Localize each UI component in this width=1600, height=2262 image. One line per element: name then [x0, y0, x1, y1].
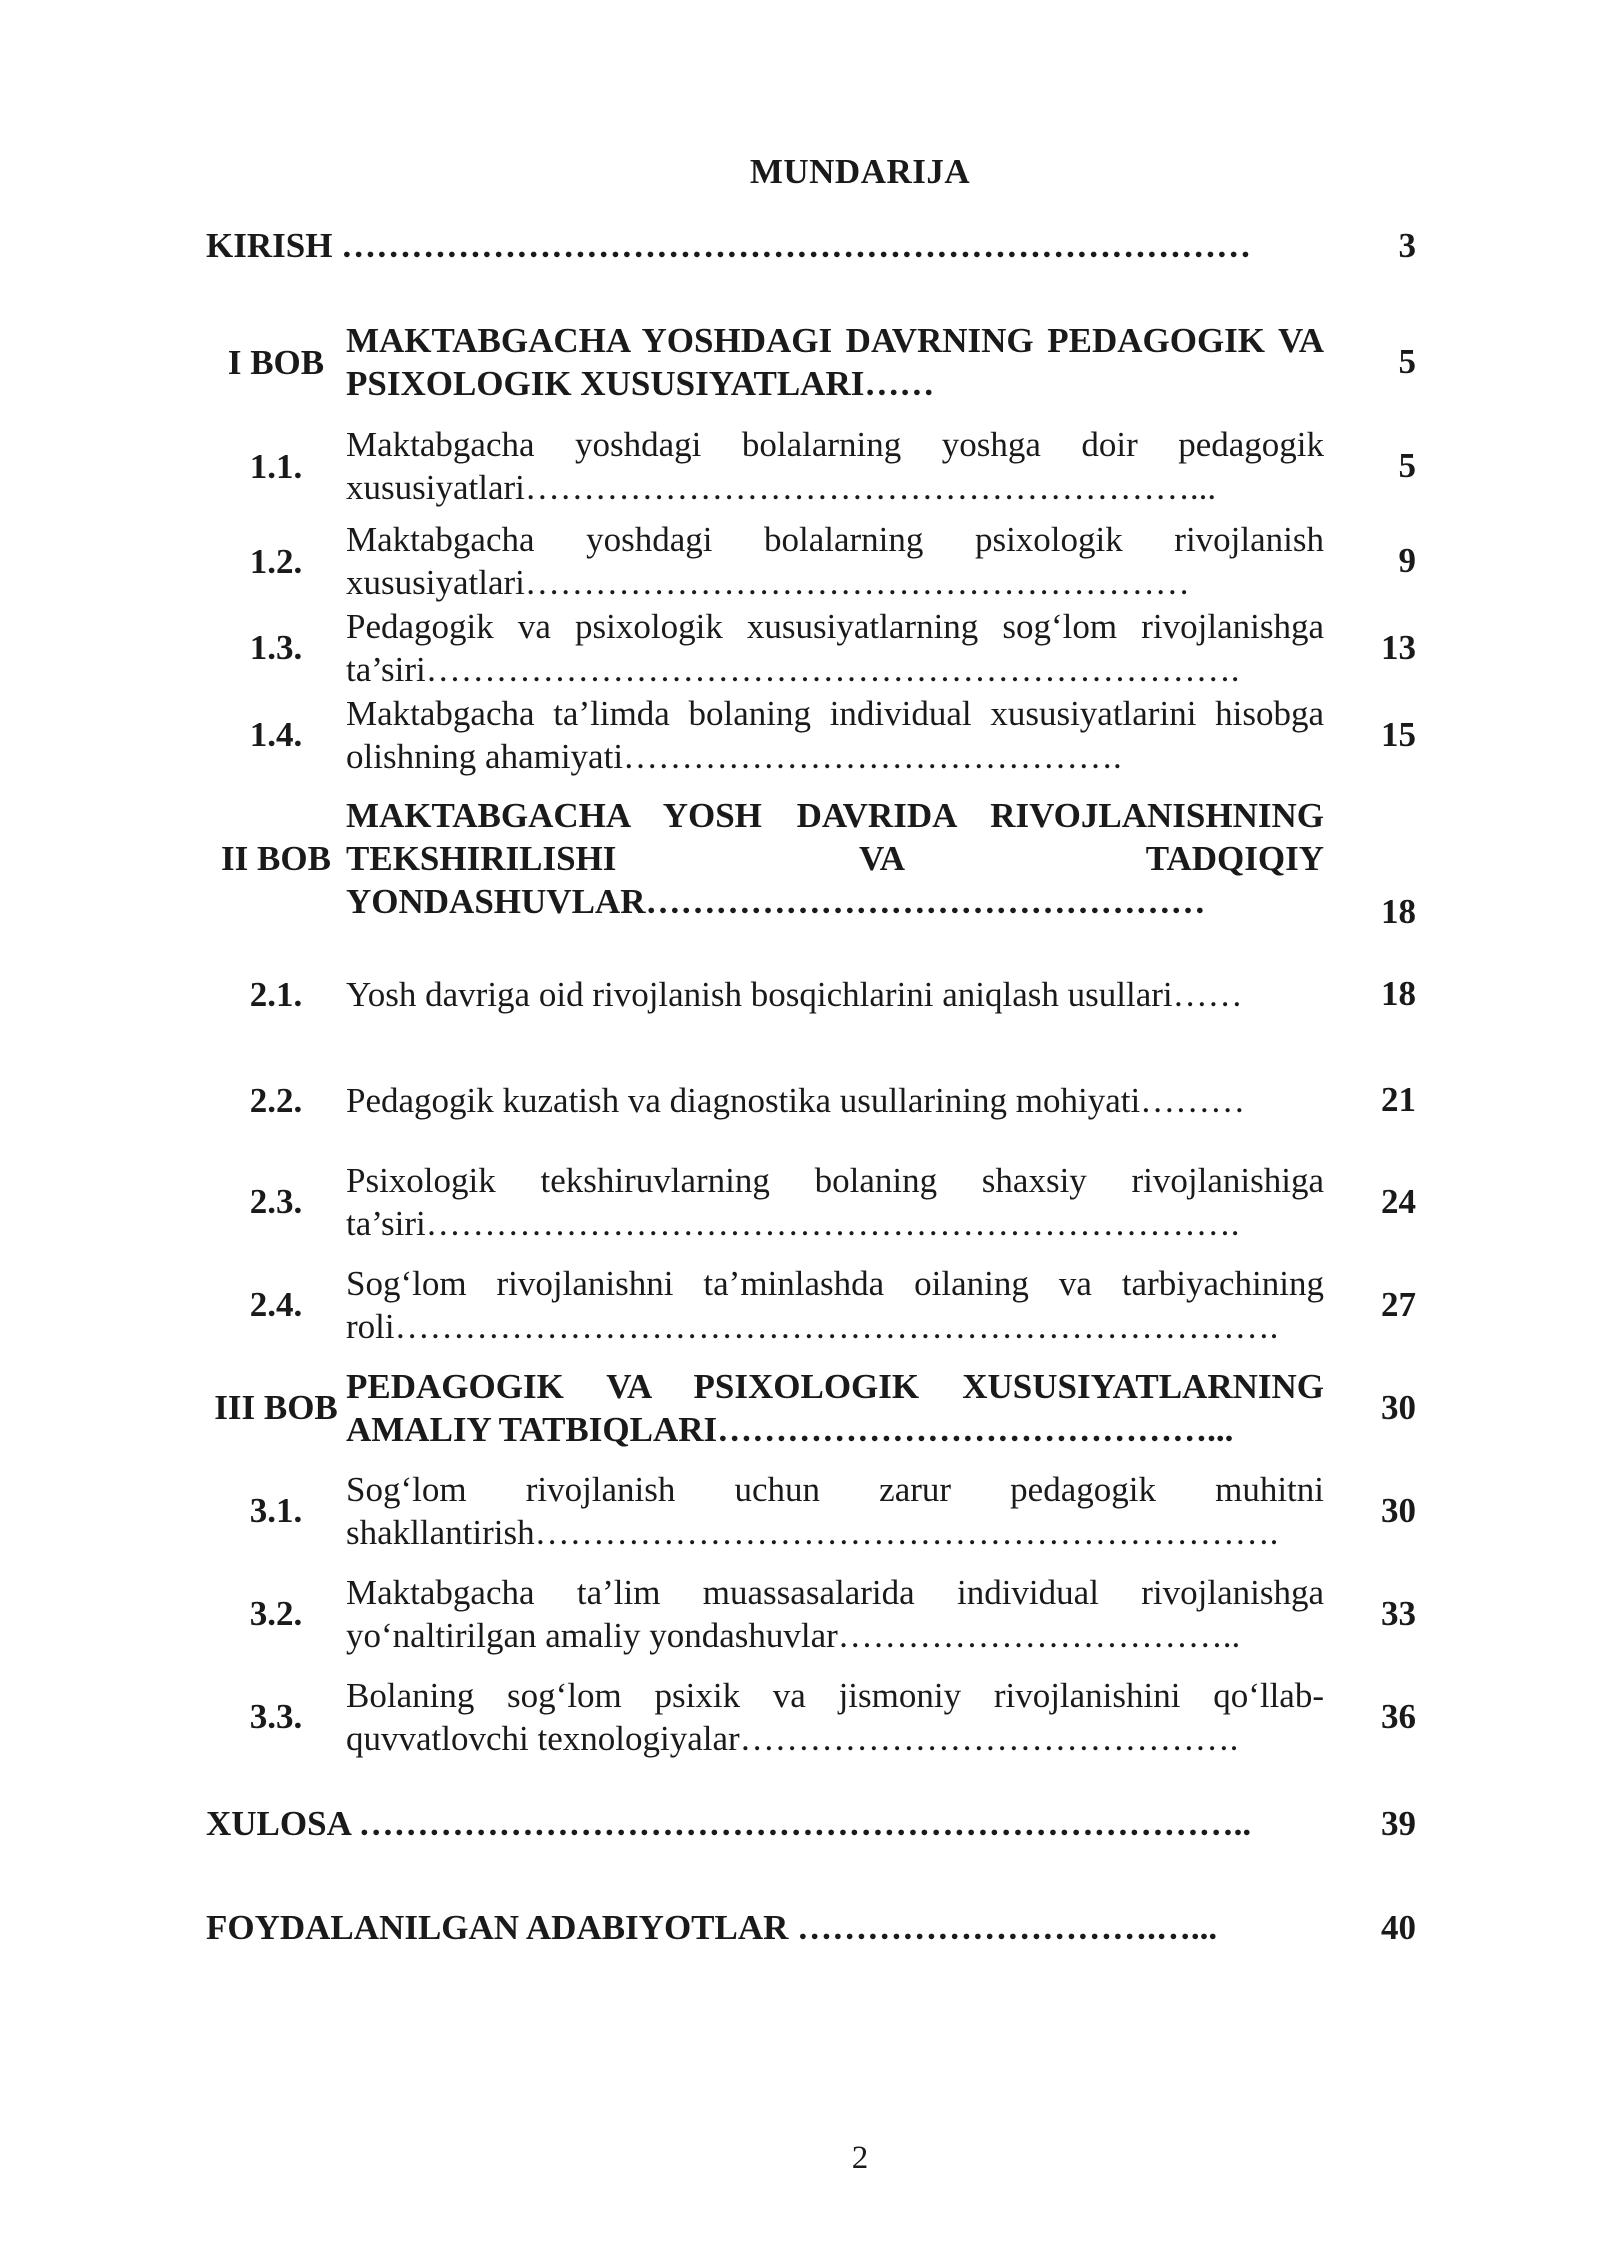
- toc-entry-text: XULOSA …………………………………………………………………..: [206, 1804, 1252, 1843]
- toc-page-number: 5: [1398, 446, 1416, 485]
- toc-entry-text: FOYDALANILGAN ADABIYOTLAR ………………………….…...: [206, 1908, 1218, 1947]
- toc-entry-text: Maktabgacha ta’limda bolaning individual xususiyatlarini hisobga olishning ahamiyati…………………………………….: [346, 693, 1324, 776]
- toc-row-references: [206, 1908, 1416, 1948]
- toc-page-number: 36: [1381, 1696, 1416, 1736]
- toc-row: [206, 938, 1416, 1050]
- toc-row: [206, 1253, 1416, 1356]
- toc-entry-number: 3.3.: [249, 1697, 303, 1736]
- toc-entry-text: KIRISH ……………………………………………………………………: [206, 226, 1252, 265]
- toc-row: [206, 1459, 1416, 1562]
- toc-page-number: 15: [1381, 714, 1416, 754]
- toc-entry-text: Maktabgacha yoshdagi bolalarning psixologik rivojlanish xususiyatlari…………………………………………………: [346, 520, 1324, 602]
- toc-row: [206, 414, 1416, 518]
- toc-page-number: 33: [1381, 1593, 1416, 1633]
- toc-entry-number: 2.3.: [249, 1182, 303, 1221]
- toc-page-number: 13: [1381, 627, 1416, 667]
- toc-row: [206, 1562, 1416, 1665]
- toc-entry-number: 1.1.: [249, 446, 303, 486]
- toc-entry-text: Psixologik tekshiruvlarning bolaning shaxsiy rivojlanishiga ta’siri…………………………………………………………….: [346, 1160, 1324, 1243]
- toc-entry-number: 2.4.: [249, 1285, 303, 1324]
- toc-page-number: 18: [1381, 974, 1416, 1013]
- toc-row: [206, 691, 1416, 778]
- page-number: 2: [851, 2140, 869, 2176]
- table-of-contents: [206, 310, 1416, 1768]
- toc-row: [206, 518, 1416, 604]
- toc-entry-text: Pedagogik kuzatish va diagnostika usullarining mohiyati………: [346, 1080, 1246, 1120]
- toc-entry-text: Maktabgacha yoshdagi bolalarning yoshga doir pedagogik xususiyatlari…………………………………………………...: [346, 425, 1324, 507]
- toc-entry-number: 1.2.: [249, 541, 303, 581]
- toc-row: [206, 1050, 1416, 1150]
- toc-page-number: 30: [1381, 1387, 1416, 1427]
- toc-row-intro: [206, 226, 1416, 266]
- toc-page-number: 39: [1381, 1804, 1416, 1843]
- toc-entry-number: 1.3.: [249, 628, 303, 667]
- toc-row: [206, 1356, 1416, 1459]
- toc-page-number: 18: [1381, 892, 1416, 931]
- toc-row-conclusion: [206, 1804, 1416, 1844]
- toc-entry-text: Yosh davriga oid rivojlanish bosqichlarini aniqlash usullari……: [346, 974, 1243, 1014]
- toc-entry-number: 3.2.: [249, 1594, 303, 1633]
- toc-entry-number: 3.1.: [249, 1491, 303, 1530]
- toc-page-number: 21: [1381, 1080, 1416, 1119]
- toc-entry-text: Sog‘lom rivojlanishni ta’minlashda oilaning va tarbiyachining roli………………………………………………………………….: [346, 1263, 1324, 1346]
- toc-entry-number: 1.4.: [249, 715, 303, 754]
- toc-page-number: 40: [1381, 1908, 1416, 1947]
- toc-page-number: 5: [1398, 342, 1416, 381]
- toc-entry-number: I BOB: [227, 342, 325, 382]
- toc-entry-number: 2.1.: [249, 974, 303, 1014]
- toc-row: [206, 310, 1416, 414]
- toc-page-number: 24: [1381, 1181, 1416, 1221]
- toc-page-number: 3: [1398, 226, 1416, 265]
- toc-page-number: 30: [1381, 1490, 1416, 1530]
- toc-entry-text: MAKTABGACHA YOSH DAVRIDA RIVOJLANISHNING TEKSHIRILISHI VA TADQIQIY YONDASHUVLAR…………………………………………: [346, 795, 1324, 921]
- toc-page-number: 9: [1398, 541, 1416, 580]
- toc-entry-text: PEDAGOGIK VA PSIXOLOGIK XUSUSIYATLARNING AMALIY TATBIQLARI……………………………………...: [346, 1366, 1324, 1449]
- toc-entry-text: Pedagogik va psixologik xususiyatlarning sog‘lom rivojlanishga ta’siri…………………………………………………………….: [346, 606, 1324, 689]
- toc-entry-number: III BOB: [214, 1388, 338, 1427]
- toc-row: [206, 778, 1416, 938]
- toc-row: [206, 604, 1416, 691]
- toc-entry-text: MAKTABGACHA YOSHDAGI DAVRNING PEDAGOGIK VA PSIXOLOGIK XUSUSIYATLARI……: [346, 321, 1324, 403]
- toc-row: [206, 1665, 1416, 1768]
- toc-entry-text: Bolaning sog‘lom psixik va jismoniy rivojlanishini qo‘llab-quvvatlovchi texnologiyalar…………………………………….: [346, 1675, 1324, 1758]
- page-title: MUNDARIJA: [749, 152, 971, 191]
- toc-entry-text: Sog‘lom rivojlanish uchun zarur pedagogik muhitni shakllantirish……………………………………………………….: [346, 1469, 1324, 1552]
- toc-page-number: 27: [1381, 1284, 1416, 1324]
- toc-entry-number: II BOB: [221, 838, 331, 878]
- toc-entry-number: 2.2.: [249, 1080, 303, 1120]
- toc-row: [206, 1150, 1416, 1253]
- toc-entry-text: Maktabgacha ta’lim muassasalarida individual rivojlanishga yo‘naltirilgan amaliy yondashuvlar……………………………..: [346, 1572, 1324, 1655]
